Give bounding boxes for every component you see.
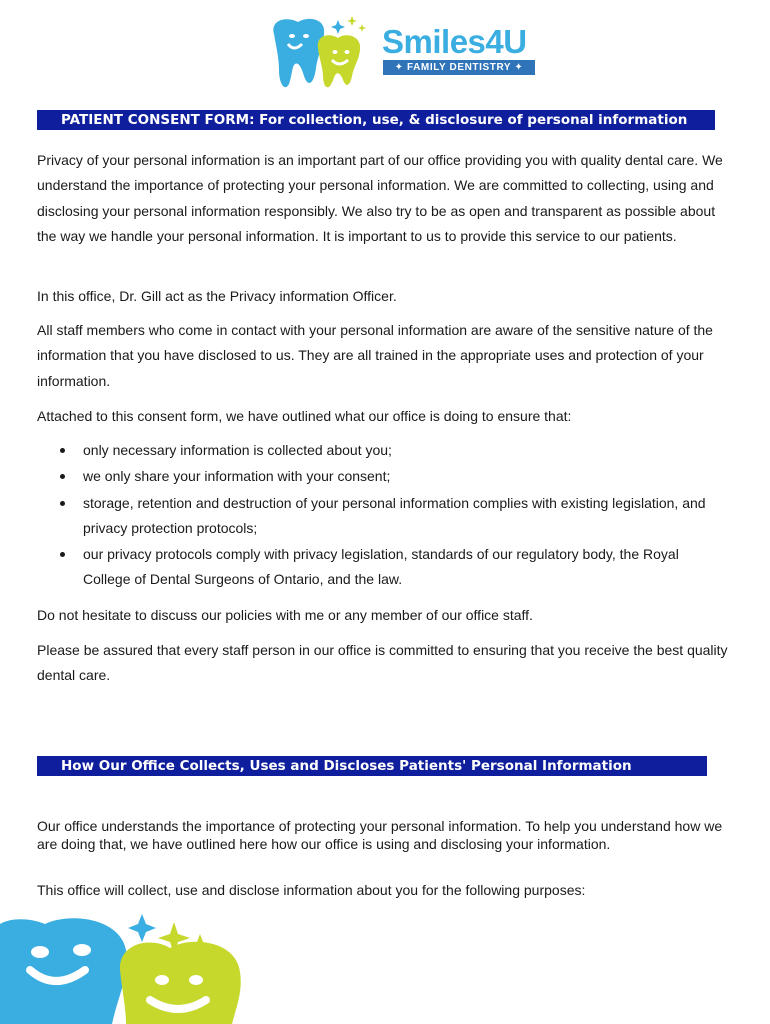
paragraph-quality-assurance: Please be assured that every staff person in our office is committed to ensuring that you receive the best quality dental care. — [37, 642, 728, 684]
star-icon: ✦ — [394, 62, 404, 73]
paragraph-privacy-officer: In this office, Dr. Gill act as the Privacy information Officer. — [37, 288, 397, 304]
section-heading-collection: How Our Office Collects, Uses and Discloses Patients' Personal Information — [37, 756, 707, 776]
brand-logo — [266, 14, 546, 92]
paragraph-staff-training: All staff members who come in contact with your personal information are aware of the sensitive nature of the information that you have disclosed to us. They are all trained in the appropriate uses and protection of your information. — [37, 322, 713, 389]
paragraph-purposes: This office will collect, use and disclose information about you for the following purposes: — [37, 882, 586, 898]
paragraph-privacy-intro: Privacy of your personal information is an important part of our office providing you with quality dental care. We understand the importance of protecting your personal information. We are committed to collecting, using and disclosing your personal information responsibly. We also try to be as open and transparent as possible about the way we handle your personal information. It is important to us to provide this service to our patients. — [37, 152, 723, 244]
list-item: we only share your information with your consent; — [37, 464, 717, 489]
paragraph-attached-outline: Attached to this consent form, we have outlined what our office is doing to ensure that: — [37, 408, 572, 424]
list-item: our privacy protocols comply with privacy legislation, standards of our regulatory body, the Royal College of Dental Surgeons of Ontario, and the law. — [37, 542, 717, 593]
brand-tagline-badge — [383, 60, 535, 75]
brand-tagline: FAMILY DENTISTRY — [406, 62, 512, 73]
tooth-mascots-icon — [266, 14, 381, 92]
star-icon: ✦ — [514, 62, 524, 73]
paragraph-collection-intro: Our office understands the importance of protecting your personal information. To help you understand how we are doing that, we have outlined here how our office is using and disclosing your information. — [37, 818, 723, 852]
list-item: storage, retention and destruction of your personal information complies with existing legislation, and privacy protection protocols; — [37, 491, 717, 542]
section-heading-consent: PATIENT CONSENT FORM: For collection, use, & disclosure of personal information — [37, 110, 715, 130]
tooth-mascots-decoration-icon — [0, 900, 260, 1024]
privacy-assurance-list — [37, 438, 717, 594]
brand-name: Smiles4U — [382, 23, 527, 60]
list-item: only necessary information is collected about you; — [37, 438, 717, 463]
paragraph-discuss-policies: Do not hesitate to discuss our policies with me or any member of our office staff. — [37, 607, 533, 623]
